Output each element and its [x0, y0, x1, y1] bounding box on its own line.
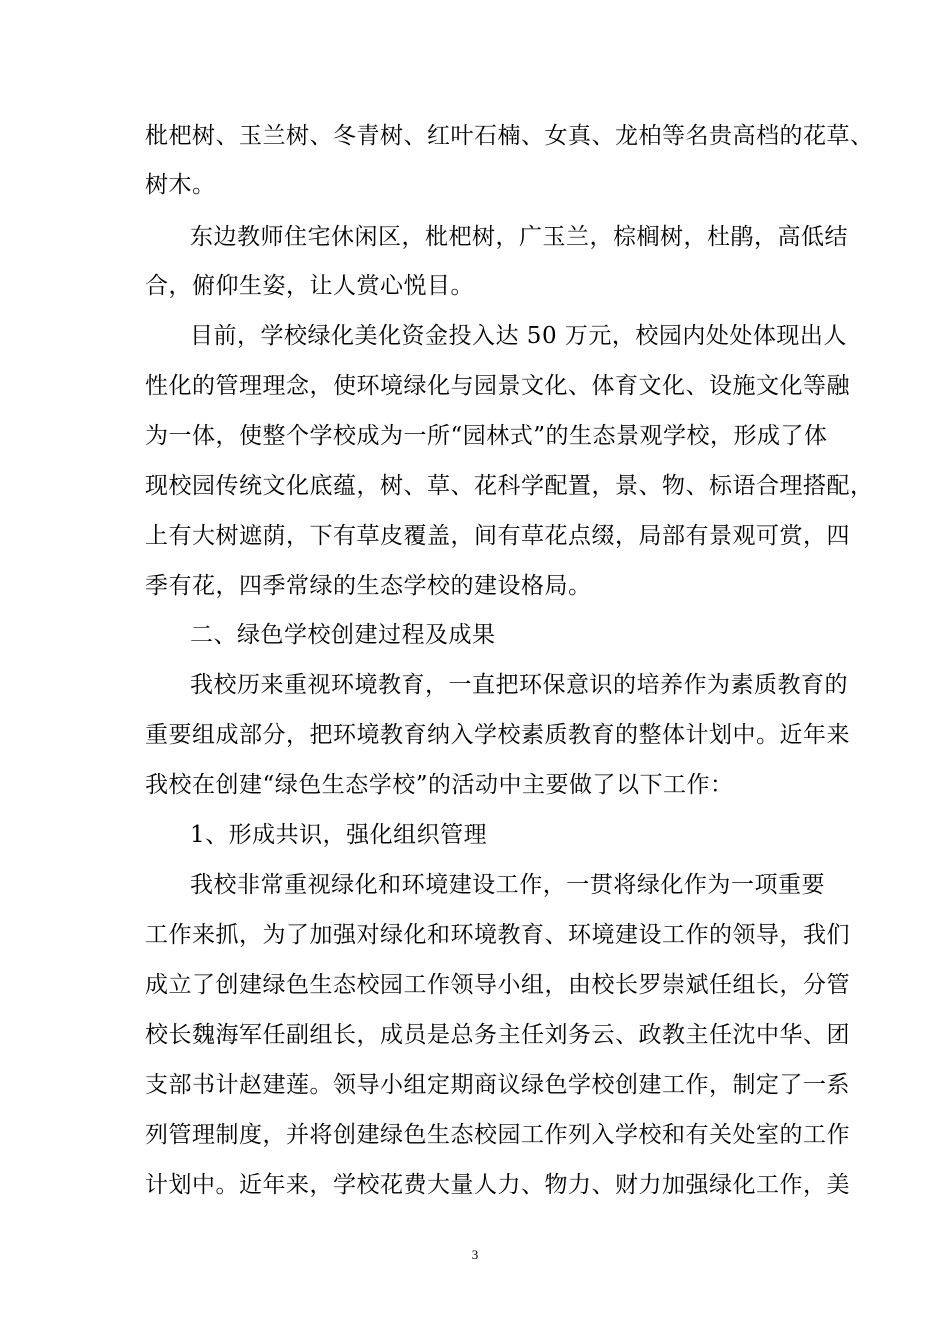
text-line-2: 树木。: [145, 172, 216, 198]
text-line-17: 工作来抓，为了加强对绿化和环境教育、环境建设工作的领导，我们: [145, 922, 850, 948]
section-heading: 二、绿色学校创建过程及成果: [190, 622, 496, 648]
text-line-5: 目前，学校绿化美化资金投入达 50 万元，校园内处处体现出人: [190, 323, 847, 349]
text-line-8: 现校园传统文化底蕴，树、草、花科学配置，景、物、标语合理搭配，: [145, 473, 874, 499]
text-line-13: 重要组成部分，把环境教育纳入学校素质教育的整体计划中。近年来: [145, 722, 850, 748]
text-line-19: 校长魏海军任副组长，成员是总务主任刘务云、政教主任沈中华、团: [145, 1022, 850, 1048]
text-line-12: 我校历来重视环境教育，一直把环保意识的培养作为素质教育的: [190, 672, 848, 698]
page-number: 3: [471, 1247, 479, 1262]
text-line-1: 枇杷树、玉兰树、冬青树、红叶石楠、女真、龙柏等名贵高档的花草、: [145, 123, 874, 149]
text-line-4: 合，俯仰生姿，让人赏心悦目。: [145, 273, 474, 299]
text-line-14: 我校在创建“绿色生态学校”的活动中主要做了以下工作：: [145, 772, 734, 798]
text-line-3: 东边教师住宅休闲区，枇杷树，广玉兰，棕榈树，杜鹃，高低结: [190, 224, 848, 250]
text-line-18: 成立了创建绿色生态校园工作领导小组，由校长罗崇斌任组长，分管: [145, 972, 850, 998]
text-line-6: 性化的管理理念，使环境绿化与园景文化、体育文化、设施文化等融: [145, 373, 850, 399]
text-line-10: 季有花，四季常绿的生态学校的建设格局。: [145, 573, 592, 599]
text-line-7: 为一体，使整个学校成为一所“园林式”的生态景观学校，形成了体: [145, 423, 828, 449]
text-line-16: 我校非常重视绿化和环境建设工作，一贯将绿化作为一项重要: [190, 872, 825, 898]
subsection-heading: 1、形成共识，强化组织管理: [190, 822, 488, 848]
text-line-22: 计划中。近年来，学校花费大量人力、物力、财力加强绿化工作，美: [145, 1172, 850, 1198]
text-line-9: 上有大树遮荫，下有草皮覆盖，间有草花点缀，局部有景观可赏，四: [145, 523, 850, 549]
text-line-21: 列管理制度，并将创建绿色生态校园工作列入学校和有关处室的工作: [145, 1122, 850, 1148]
text-line-20: 支部书计赵建莲。领导小组定期商议绿色学校创建工作，制定了一系: [145, 1072, 850, 1098]
